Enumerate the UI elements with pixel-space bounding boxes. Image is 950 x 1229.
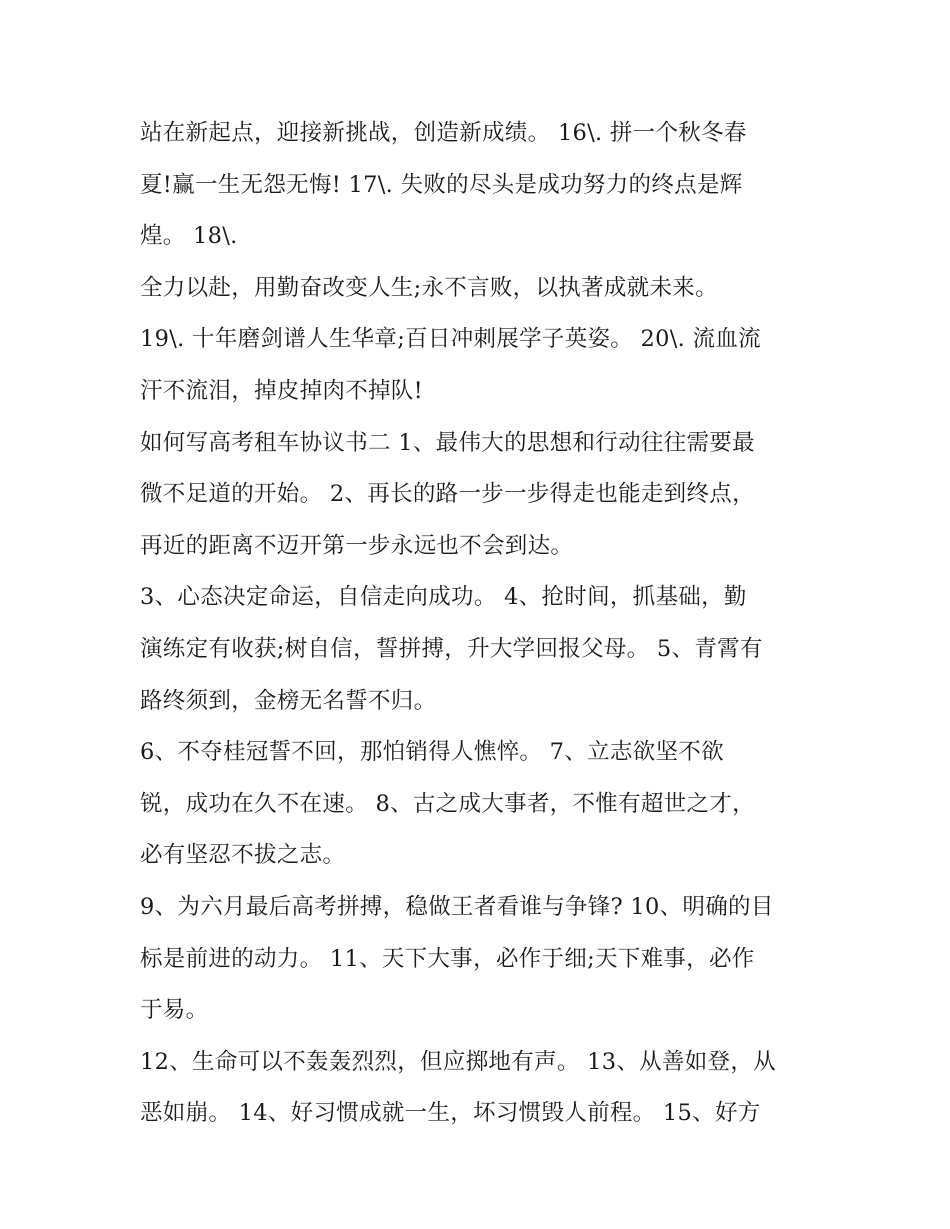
text-line: 12、生命可以不轰轰烈烈，但应掷地有声。 13、从善如登，从 (140, 1048, 776, 1075)
text-line: 站在新起点，迎接新挑战，创造新成绩。 16\. 拼一个秋冬春 (140, 120, 747, 146)
text-line: 于易。 (140, 997, 209, 1024)
text-line: 9、为六月最后高考拼搏，稳做王者看谁与争锋? 10、明确的目 (140, 893, 774, 920)
text-line: 路终须到，金榜无名誓不归。 (140, 687, 437, 714)
text-line: 全力以赴，用勤奋改变人生;永不言败，以执著成就未来。 (140, 274, 718, 301)
text-line: 微不足道的开始。 2、再长的路一步一步得走也能走到终点， (140, 481, 755, 508)
text-line: 标是前进的动力。 11、天下大事，必作于细;天下难事，必作 (140, 945, 755, 972)
text-line: 如何写高考租车协议书二 1、最伟大的思想和行动往往需要最 (140, 429, 755, 456)
text-line: 锐，成功在久不在速。 8、古之成大事者，不惟有超世之才， (140, 790, 755, 817)
text-line: 19\. 十年磨剑谱人生华章;百日冲刺展学子英姿。 20\. 流血流 (140, 326, 761, 353)
text-line: 演练定有收获;树自信，誓拼搏，升大学回报父母。 5、青霄有 (140, 635, 763, 662)
text-line: 3、心态决定命运，自信走向成功。 4、抢时间，抓基础，勤 (140, 584, 747, 611)
text-line: 夏!赢一生无怨无悔! 17\. 失败的尽头是成功努力的终点是辉 (140, 171, 743, 198)
text-line: 煌。 18\. (140, 223, 238, 250)
text-line: 6、不夺桂冠誓不回，那怕销得人憔悴。 7、立志欲坚不欲 (140, 739, 724, 766)
text-line: 恶如崩。 14、好习惯成就一生，坏习惯毁人前程。 15、好方 (140, 1100, 761, 1127)
text-line: 汗不流泪，掉皮掉肉不掉队! (140, 377, 423, 404)
text-line: 再近的距离不迈开第一步永远也不会到达。 (140, 532, 574, 559)
document-body (140, 108, 830, 1140)
text-line: 必有坚忍不拔之志。 (140, 842, 346, 869)
